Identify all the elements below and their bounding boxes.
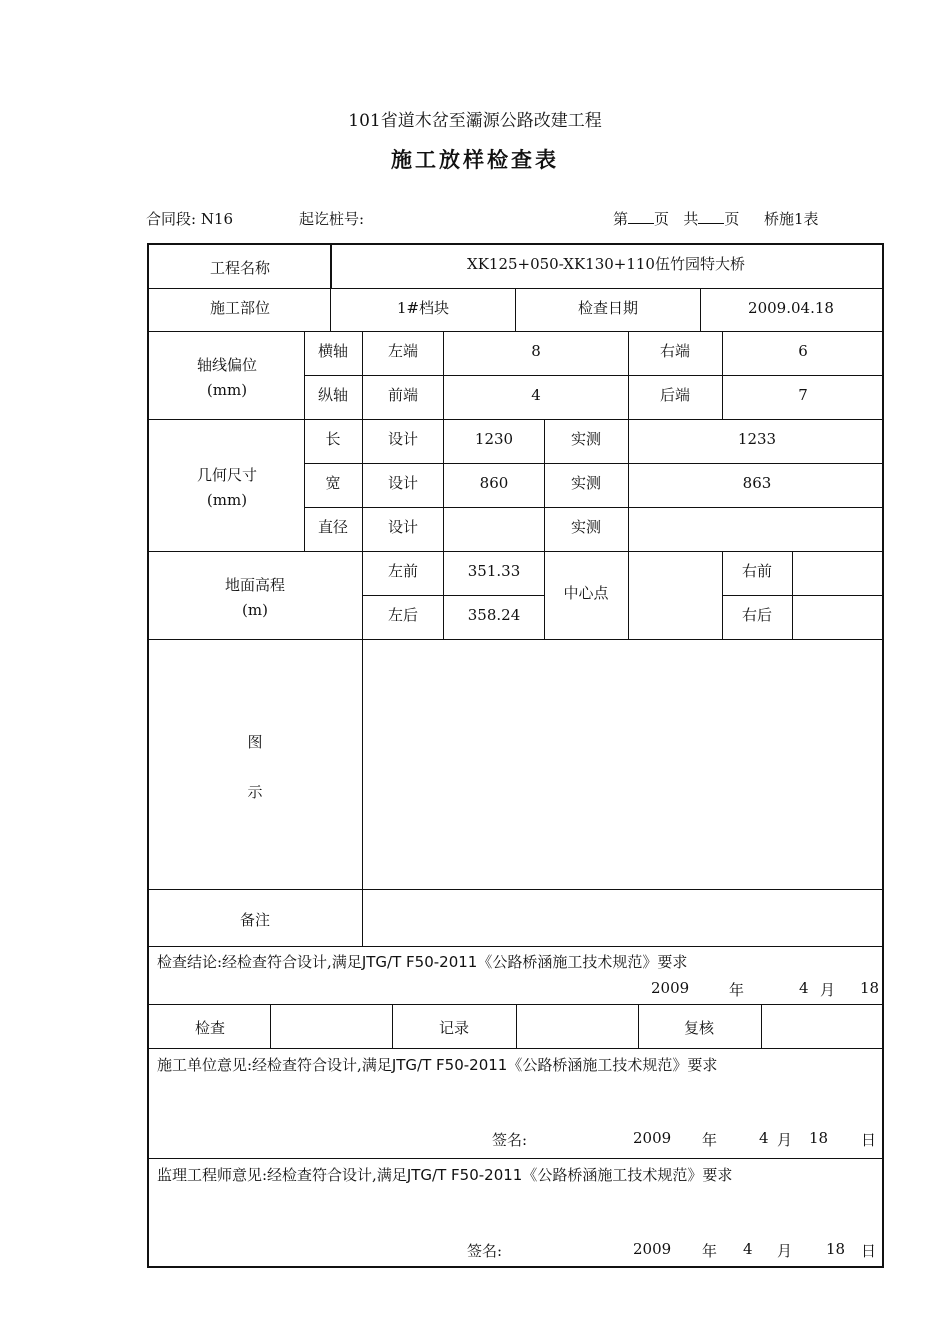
recorder-label: 记录: [438, 1019, 470, 1037]
front-end-value: 4: [531, 386, 541, 404]
supervisor-day-label: 日: [861, 1242, 877, 1260]
project-name-label: 工程名称: [209, 259, 271, 277]
part-value: 1#档块: [396, 299, 450, 317]
supervisor-opinion-text: [157, 1164, 732, 1185]
recorder-sign-field[interactable]: [517, 1005, 638, 1048]
horizontal-axis-label: 横轴: [317, 342, 349, 360]
checker-sign-field[interactable]: [271, 1005, 392, 1048]
inspection-table: [147, 243, 884, 1268]
supervisor-day: 18: [826, 1240, 846, 1258]
form-title: 施工放样检查表: [391, 147, 559, 172]
back-end-value: 7: [798, 386, 808, 404]
right-end-value: 6: [798, 342, 808, 360]
supervisor-opinion-suffix: 《公路桥涵施工技术规范》要求: [522, 1166, 733, 1184]
contractor-opinion-suffix: 《公路桥涵施工技术规范》要求: [507, 1056, 718, 1074]
left-front-label: 左前: [387, 562, 419, 580]
diagram-area[interactable]: [363, 640, 882, 889]
right-front-label: 右前: [741, 562, 773, 580]
supervisor-opinion-standard: JTG/T F50-2011: [406, 1166, 523, 1184]
contractor-day: 18: [809, 1129, 829, 1147]
project-title: 101省道木岔至灞源公路改建工程: [348, 111, 602, 131]
check-date-label: 检查日期: [577, 299, 639, 317]
conclusion-text: [157, 951, 687, 972]
conclusion-day: 18: [860, 979, 880, 997]
supervisor-year-label: 年: [702, 1242, 718, 1260]
left-back-value: 358.24: [467, 606, 521, 624]
conclusion-year-label: 年: [729, 981, 745, 999]
contractor-opinion-standard: JTG/T F50-2011: [391, 1056, 508, 1074]
conclusion-prefix: 检查结论:经检查符合设计,满足: [157, 953, 362, 971]
form-code: 桥施1表: [764, 210, 819, 228]
remarks-label: 备注: [239, 911, 271, 929]
vertical-axis-label: 纵轴: [317, 386, 349, 404]
diameter-design-label: 设计: [387, 518, 419, 536]
axis-offset-unit: (mm): [206, 381, 248, 399]
contract-value: N16: [200, 210, 234, 228]
width-measured-value: 863: [742, 474, 772, 492]
diagram-label-2: 示: [247, 783, 263, 801]
conclusion-month: 4: [799, 979, 809, 997]
reviewer-label: 复核: [683, 1019, 715, 1037]
width-design-label: 设计: [387, 474, 419, 492]
conclusion-month-label: 月: [820, 981, 836, 999]
total-label-1: 共: [683, 210, 699, 228]
front-end-label: 前端: [387, 386, 419, 404]
center-point-label: 中心点: [563, 584, 609, 602]
left-back-label: 左后: [387, 606, 419, 624]
conclusion-year: 2009: [651, 979, 690, 997]
left-end-label: 左端: [387, 342, 419, 360]
diameter-measured-label: 实测: [570, 518, 602, 536]
contract-label: 合同段:: [146, 210, 197, 228]
conclusion-standard: JTG/T F50-2011: [361, 953, 478, 971]
supervisor-opinion-prefix: 监理工程师意见:经检查符合设计,满足: [157, 1166, 407, 1184]
conclusion-suffix: 《公路桥涵施工技术规范》要求: [477, 953, 688, 971]
left-end-value: 8: [531, 342, 541, 360]
page-blank[interactable]: [628, 209, 654, 224]
length-design-value: 1230: [474, 430, 514, 448]
supervisor-sign-label: 签名:: [467, 1242, 503, 1260]
back-end-label: 后端: [659, 386, 691, 404]
contractor-day-label: 日: [861, 1131, 877, 1149]
total-blank[interactable]: [698, 209, 724, 224]
width-design-value: 860: [479, 474, 509, 492]
part-label: 施工部位: [209, 299, 271, 317]
contractor-opinion-text: [157, 1054, 717, 1075]
contractor-month: 4: [759, 1129, 769, 1147]
left-front-value: 351.33: [467, 562, 521, 580]
length-label: 长: [325, 430, 341, 448]
axis-offset-label: 轴线偏位: [196, 356, 258, 374]
page-label-1: 第: [613, 210, 629, 228]
contractor-opinion-prefix: 施工单位意见:经检查符合设计,满足: [157, 1056, 392, 1074]
supervisor-month: 4: [743, 1240, 753, 1258]
width-label: 宽: [325, 474, 341, 492]
supervisor-month-label: 月: [777, 1242, 793, 1260]
contractor-year-label: 年: [702, 1131, 718, 1149]
page-counter: [613, 208, 739, 229]
reviewer-sign-field[interactable]: [762, 1005, 882, 1048]
width-measured-label: 实测: [570, 474, 602, 492]
elevation-unit: (m): [242, 601, 268, 619]
geometry-unit: (mm): [206, 491, 248, 509]
diagram-label-1: 图: [247, 733, 263, 751]
contract-section: [146, 208, 233, 229]
checker-label: 检查: [194, 1019, 226, 1037]
contractor-year: 2009: [633, 1129, 672, 1147]
check-date-value: 2009.04.18: [748, 299, 834, 317]
contractor-month-label: 月: [777, 1131, 793, 1149]
length-measured-label: 实测: [570, 430, 602, 448]
right-back-label: 右后: [741, 606, 773, 624]
length-measured-value: 1233: [737, 430, 777, 448]
supervisor-year: 2009: [633, 1240, 672, 1258]
right-end-label: 右端: [659, 342, 691, 360]
project-name-value: XK125+050-XK130+110伍竹园特大桥: [467, 255, 745, 273]
elevation-label: 地面高程: [224, 576, 286, 594]
stake-label: 起讫桩号:: [299, 210, 365, 228]
geometry-label: 几何尺寸: [196, 466, 258, 484]
diameter-label: 直径: [317, 518, 349, 536]
total-label-2: 页: [724, 210, 740, 228]
page-label-2: 页: [654, 210, 670, 228]
contractor-sign-label: 签名:: [492, 1131, 528, 1149]
length-design-label: 设计: [387, 430, 419, 448]
